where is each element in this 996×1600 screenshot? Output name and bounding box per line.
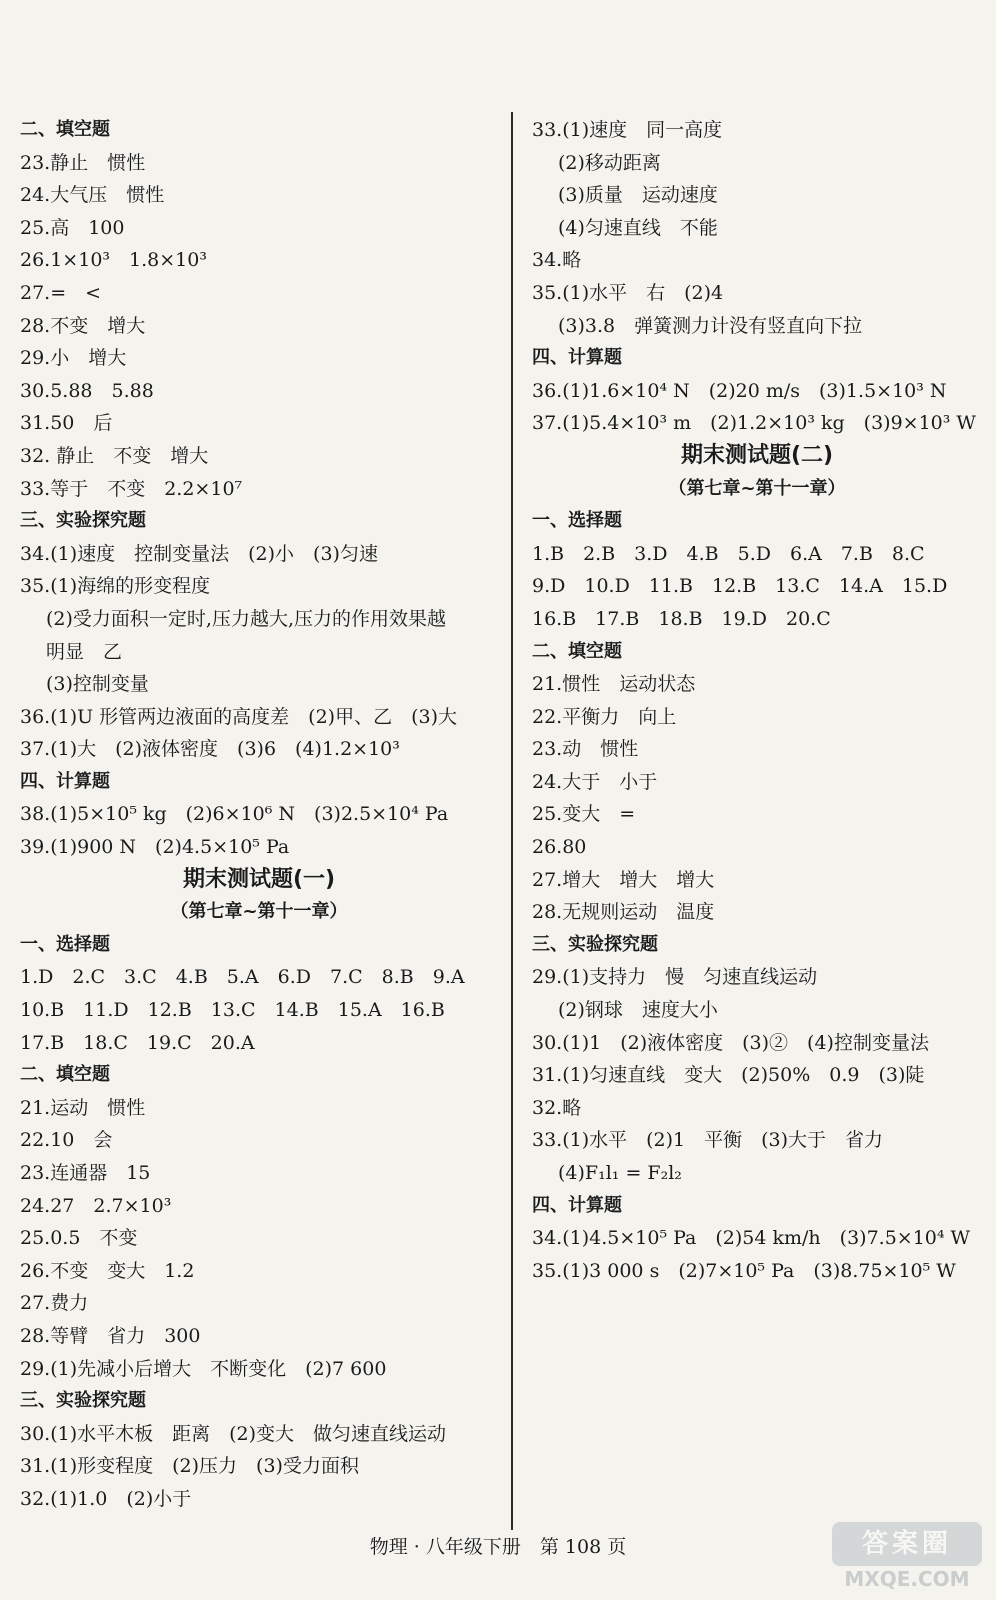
answer-line: 23.连通器 15 [20, 1162, 151, 1184]
section-heading: 四、计算题 [532, 347, 622, 369]
watermark-logo [832, 1522, 982, 1592]
answer-line: 23.静止 惯性 [20, 151, 146, 174]
section-heading: 四、计算题 [20, 770, 110, 792]
answer-line: 1.D 2.C 3.C 4.B 5.A 6.D 7.C 8.B 9.A [20, 966, 465, 989]
answer-line: 17.B 18.C 19.C 20.A [20, 1031, 255, 1054]
answer-line: 28.无规则运动 温度 [532, 901, 715, 924]
answer-line: 34.略 [532, 249, 582, 272]
answer-line: 27.= < [20, 281, 102, 304]
answer-line: 27.增大 增大 增大 [532, 868, 715, 891]
right-column [532, 114, 982, 1287]
answer-line: 31.50 后 [20, 412, 113, 435]
answer-line: 38.(1)5×10⁵ kg (2)6×10⁶ N (3)2.5×10⁴ Pa [20, 803, 449, 826]
answer-line: (3)3.8 弹簧测力计没有竖直向下拉 [558, 314, 863, 337]
answer-line: 9.D 10.D 11.B 12.B 13.C 14.A 15.D [532, 575, 948, 598]
test-title: 期末测试题(一) [182, 866, 336, 892]
answer-line: 32.略 [532, 1096, 582, 1119]
answer-line: (2)移动距离 [558, 151, 661, 174]
section-heading: 三、实验探究题 [20, 1390, 146, 1412]
answer-line: (3)质量 运动速度 [558, 184, 718, 207]
answer-line: 明显 乙 [46, 640, 123, 663]
answer-line: 22.10 会 [20, 1129, 113, 1152]
page-footer: 物理 · 八年级下册 第 108 页 [369, 1536, 627, 1558]
column-divider [511, 112, 513, 1530]
section-heading: 一、选择题 [20, 933, 110, 955]
watermark-url: MXQE.COM [844, 1567, 970, 1591]
answer-line: (2)受力面积一定时,压力越大,压力的作用效果越 [46, 607, 446, 630]
answer-line: 29.(1)先减小后增大 不断变化 (2)7 600 [20, 1357, 387, 1380]
answer-line: 25.高 100 [20, 216, 125, 239]
test-subtitle: （第七章~第十一章） [170, 901, 348, 923]
answer-line: 16.B 17.B 18.B 19.D 20.C [532, 607, 831, 630]
answer-line: 31.(1)匀速直线 变大 (2)50% 0.9 (3)陡 [532, 1064, 925, 1087]
answer-line: 24.大气压 惯性 [20, 184, 165, 207]
answer-line: 35.(1)海绵的形变程度 [20, 575, 211, 598]
answer-line: 30.(1)1 (2)液体密度 (3)② (4)控制变量法 [532, 1031, 929, 1054]
answer-line: 33.(1)水平 (2)1 平衡 (3)大于 省力 [532, 1129, 884, 1152]
watermark-logo-text: 答案圈 [832, 1522, 982, 1566]
answer-line: 1.B 2.B 3.D 4.B 5.D 6.A 7.B 8.C [532, 542, 925, 565]
answer-line: 30.(1)水平木板 距离 (2)变大 做匀速直线运动 [20, 1422, 447, 1445]
answer-line: 36.(1)1.6×10⁴ N (2)20 m/s (3)1.5×10³ N [532, 379, 947, 402]
answer-line: 24.27 2.7×10³ [20, 1194, 172, 1217]
answer-line: 30.5.88 5.88 [20, 379, 154, 402]
test-subtitle: （第七章~第十一章） [668, 477, 846, 499]
answer-line: (4)F₁l₁ = F₂l₂ [558, 1162, 682, 1184]
answer-line: 26.不变 变大 1.2 [20, 1259, 195, 1282]
answer-line: 36.(1)U 形管两边液面的高度差 (2)甲、乙 (3)大 [20, 705, 458, 728]
section-heading: 三、实验探究题 [20, 510, 146, 532]
answer-line: 23.动 惯性 [532, 738, 639, 761]
answer-line: 26.80 [532, 836, 587, 859]
section-heading: 二、填空题 [532, 640, 622, 662]
answer-line: 21.惯性 运动状态 [532, 673, 696, 696]
answer-line: 27.费力 [20, 1292, 89, 1315]
answer-line: 32.(1)1.0 (2)小于 [20, 1487, 192, 1510]
answer-line: 21.运动 惯性 [20, 1096, 146, 1119]
answer-line: 26.1×10³ 1.8×10³ [20, 249, 207, 272]
answer-line: 39.(1)900 N (2)4.5×10⁵ Pa [20, 836, 290, 859]
answer-line: 22.平衡力 向上 [532, 705, 677, 728]
answer-line: 35.(1)3 000 s (2)7×10⁵ Pa (3)8.75×10⁵ W [532, 1259, 956, 1282]
answer-line: 34.(1)4.5×10⁵ Pa (2)54 km/h (3)7.5×10⁴ W [532, 1227, 971, 1250]
answer-line: 10.B 11.D 12.B 13.C 14.B 15.A 16.B [20, 999, 445, 1022]
answer-line: 29.小 增大 [20, 347, 127, 370]
answer-line: 34.(1)速度 控制变量法 (2)小 (3)匀速 [20, 542, 378, 565]
answer-line: 25.变大 = [532, 803, 636, 826]
answer-line: 37.(1)5.4×10³ m (2)1.2×10³ kg (3)9×10³ W [532, 412, 976, 435]
section-heading: 一、选择题 [532, 510, 622, 532]
answer-line: (2)钢球 速度大小 [558, 999, 718, 1022]
section-heading: 四、计算题 [532, 1194, 622, 1216]
answer-line: 33.(1)速度 同一高度 [532, 119, 723, 141]
answer-line: 24.大于 小于 [532, 770, 658, 793]
section-heading: 三、实验探究题 [532, 933, 658, 955]
left-column [20, 114, 498, 1516]
section-heading: 二、填空题 [20, 119, 110, 140]
answer-line: 37.(1)大 (2)液体密度 (3)6 (4)1.2×10³ [20, 738, 400, 761]
answer-line: 25.0.5 不变 [20, 1227, 138, 1250]
answer-line: (4)匀速直线 不能 [558, 216, 718, 239]
section-heading: 二、填空题 [20, 1064, 110, 1086]
answer-line: 33.等于 不变 2.2×10⁷ [20, 477, 243, 500]
answer-line: (3)控制变量 [46, 673, 149, 696]
answer-line: 29.(1)支持力 慢 匀速直线运动 [532, 966, 818, 989]
answer-line: 32. 静止 不变 增大 [20, 444, 209, 467]
answer-line: 28.不变 增大 [20, 314, 146, 337]
answer-line: 31.(1)形变程度 (2)压力 (3)受力面积 [20, 1455, 359, 1478]
answer-line: 35.(1)水平 右 (2)4 [532, 281, 724, 304]
answer-line: 28.等臂 省力 300 [20, 1324, 201, 1347]
test-title: 期末测试题(二) [680, 442, 834, 468]
